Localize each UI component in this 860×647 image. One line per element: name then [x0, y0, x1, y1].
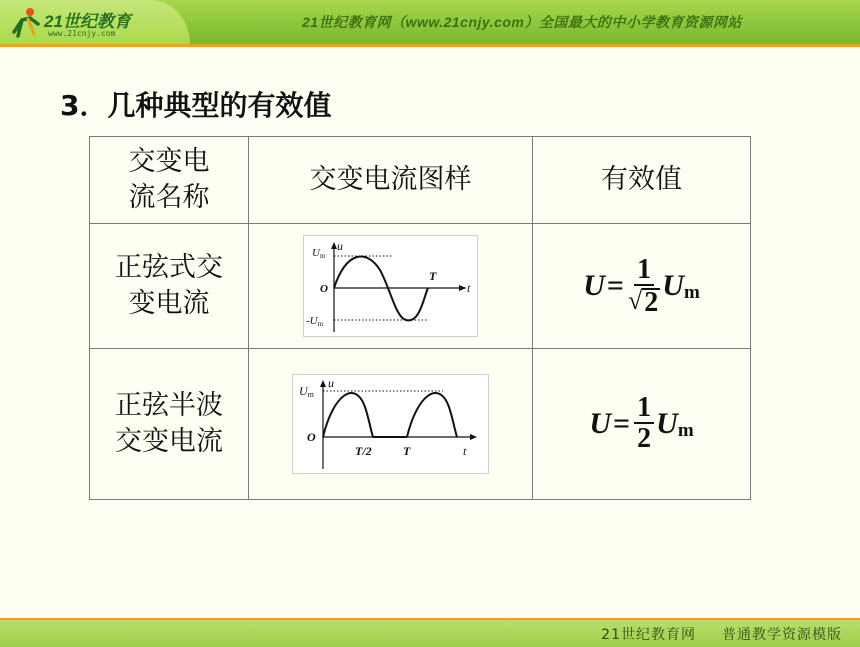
- row-name-cell: [90, 349, 249, 500]
- header-cell-value: [533, 137, 751, 224]
- svg-text:Um: Um: [299, 384, 314, 399]
- svg-text:Um: Um: [312, 247, 326, 260]
- t-axis-label: t: [463, 444, 467, 458]
- header-slogan: 21世纪教育网（www.21cnjy.com）全国最大的中小学教育资源网站: [302, 14, 742, 30]
- effective-value-table: [89, 136, 751, 500]
- sine-wave-graph: [303, 235, 478, 337]
- row-value-cell: [533, 224, 751, 349]
- section-heading: 3．几种典型的有效值: [60, 89, 332, 122]
- logo-url: www.21cnjy.com: [48, 29, 116, 38]
- row-name-line-2: 变电流: [128, 288, 210, 319]
- footer-band: [0, 618, 860, 647]
- header-cell-graph: [249, 137, 533, 224]
- header-name-line-1: 交变电: [128, 146, 210, 177]
- logo-area: [0, 0, 190, 44]
- header-band: [0, 0, 860, 47]
- header-value-label: 有效值: [601, 164, 682, 195]
- u-axis-label: u: [328, 376, 334, 390]
- t-axis-label: t: [467, 281, 471, 295]
- row-name-cell: [90, 224, 249, 349]
- logo-text: 21世纪教育: [44, 12, 131, 31]
- period-label: T: [403, 444, 411, 458]
- row-graph-cell: [249, 349, 533, 500]
- effective-value-formula: U = $\frac{1}{2}$ U m: [589, 392, 694, 454]
- period-label: T: [429, 269, 437, 283]
- table-row: [90, 224, 751, 349]
- header-graph-label: 交变电流图样: [309, 164, 472, 195]
- footer-template-name: 普通教学资源模版: [722, 627, 842, 643]
- half-period-label: T/2: [355, 444, 372, 458]
- fraction: 1 √ 2: [628, 254, 659, 318]
- row-name-line-1: 正弦式交: [115, 252, 223, 283]
- header-name-line-2: 流名称: [128, 182, 210, 213]
- row-name-line-2: 交变电流: [115, 426, 223, 457]
- u-axis-label: u: [337, 239, 343, 253]
- row-value-cell: [533, 349, 751, 500]
- origin-label: O: [307, 430, 316, 444]
- footer-site-name: 21世纪教育网: [601, 627, 696, 643]
- table-row: [90, 349, 751, 500]
- effective-value-formula: U = 1 √ 2 U m: [583, 254, 700, 318]
- header-cell-name: [90, 137, 249, 224]
- fraction: $\frac{1}{2}$: [634, 394, 654, 454]
- table-header-row: [90, 137, 751, 224]
- half-wave-graph: [292, 374, 489, 474]
- row-graph-cell: [249, 224, 533, 349]
- sqrt-icon: √: [628, 286, 643, 315]
- origin-label: O: [320, 283, 328, 295]
- footer-text: [575, 624, 842, 644]
- svg-text:-Um: -Um: [306, 315, 324, 328]
- row-name-line-1: 正弦半波: [115, 390, 223, 421]
- runner-logo-icon: [8, 6, 42, 38]
